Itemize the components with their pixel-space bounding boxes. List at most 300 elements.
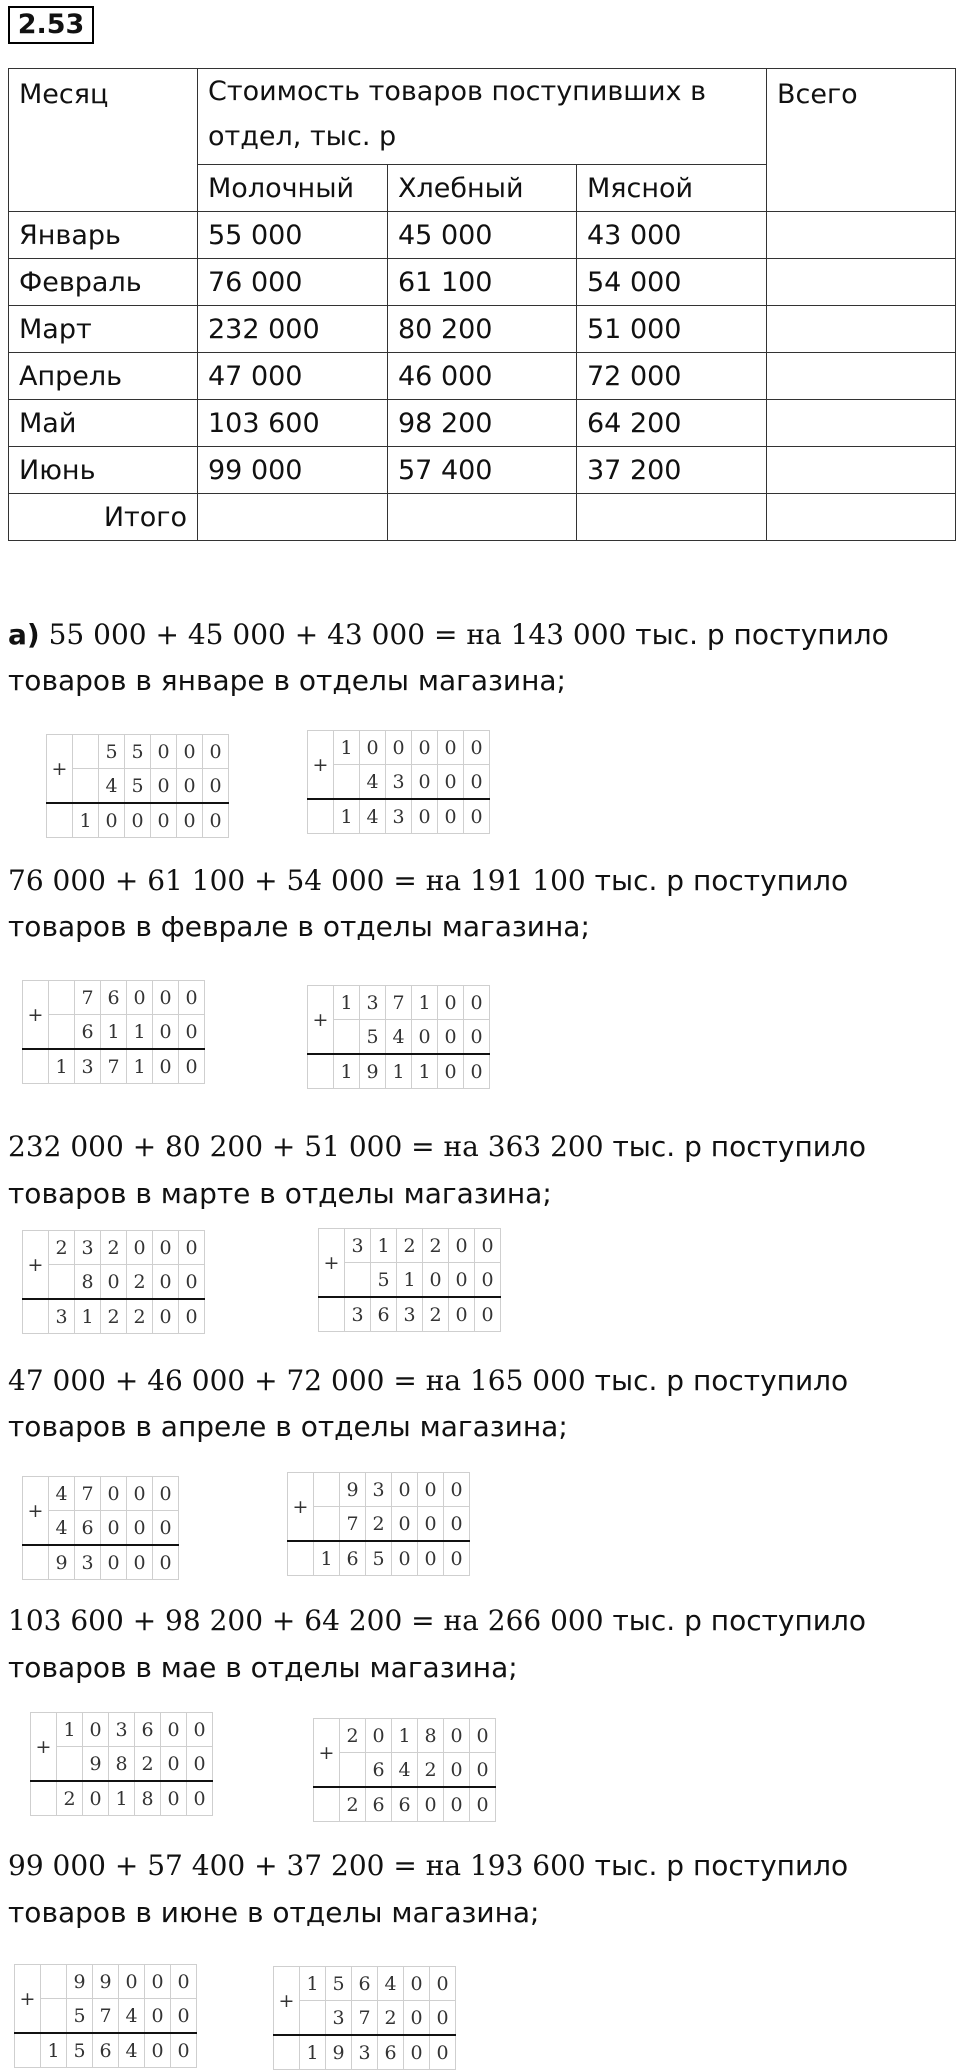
meat-cell: 64 200	[577, 400, 767, 447]
digit-cell: 0	[153, 1049, 179, 1084]
digit-cell: 0	[423, 1263, 449, 1298]
digit-cell: 6	[352, 1967, 378, 2001]
digit-cell: 1	[300, 1967, 326, 2001]
digit-cell: 0	[127, 1477, 153, 1511]
digit-cell: 0	[418, 1541, 444, 1576]
sign-cell	[314, 1787, 340, 1822]
digit-cell	[57, 1747, 83, 1782]
digit-cell: 0	[127, 981, 153, 1015]
equation-line	[8, 858, 848, 904]
equation-tail: тыс. р поступило	[594, 1364, 849, 1397]
digit-cell: 9	[340, 1473, 366, 1507]
sign-cell	[23, 1545, 49, 1580]
digit-cell: 0	[464, 986, 490, 1020]
subheader-dairy: Молочный	[198, 165, 388, 212]
subheader-meat: Мясной	[577, 165, 767, 212]
digit-cell: 7	[93, 1999, 119, 2034]
digit-cell: 0	[464, 1054, 490, 1089]
digit-cell: 3	[366, 1473, 392, 1507]
digit-cell	[334, 765, 360, 800]
equation-tail: тыс. р поступило	[594, 1849, 849, 1882]
digit-cell: 0	[153, 1231, 179, 1265]
digit-cell: 0	[392, 1507, 418, 1542]
goods-cost-table	[8, 68, 956, 541]
digit-cell: 0	[438, 765, 464, 800]
dairy-cell: 232 000	[198, 306, 388, 353]
table-row	[9, 306, 956, 353]
plus-sign: +	[319, 1229, 345, 1298]
digit-cell: 2	[127, 1265, 153, 1300]
dairy-total-cell	[198, 494, 388, 541]
sign-cell	[23, 1299, 49, 1334]
digit-cell: 0	[470, 1787, 496, 1822]
plus-sign: +	[23, 981, 49, 1050]
digit-cell: 0	[145, 1999, 171, 2034]
total-cell	[767, 306, 956, 353]
digit-cell: 1	[73, 803, 99, 838]
equation-caption: товаров в мае в отделы магазина;	[8, 1651, 518, 1684]
digit-cell: 0	[444, 1719, 470, 1753]
digit-cell: 9	[49, 1545, 75, 1580]
digit-cell: 0	[392, 1473, 418, 1507]
digit-cell: 0	[444, 1507, 470, 1542]
sign-cell	[23, 1049, 49, 1084]
digit-cell: 3	[360, 986, 386, 1020]
column-addition	[307, 730, 490, 834]
digit-cell	[314, 1507, 340, 1542]
digit-cell: 0	[418, 1787, 444, 1822]
digit-cell: 0	[171, 2033, 197, 2068]
column-addition	[22, 1476, 179, 1580]
equation-tail: тыс. р поступило	[612, 1604, 866, 1637]
digit-cell: 0	[412, 1020, 438, 1055]
digit-cell: 0	[153, 981, 179, 1015]
equation-expr: 47 000 + 46 000 + 72 000 = на 165 000	[8, 1364, 586, 1397]
digit-cell: 0	[475, 1263, 501, 1298]
digit-cell: 6	[366, 1787, 392, 1822]
bread-cell: 46 000	[388, 353, 577, 400]
digit-cell: 0	[404, 2035, 430, 2070]
digit-cell: 1	[57, 1713, 83, 1747]
digit-cell: 0	[438, 1054, 464, 1089]
month-cell: Май	[9, 400, 198, 447]
digit-cell: 0	[475, 1297, 501, 1332]
column-addition	[307, 985, 490, 1089]
digit-cell: 2	[340, 1719, 366, 1753]
digit-cell: 0	[203, 769, 229, 804]
digit-cell: 0	[438, 1020, 464, 1055]
digit-cell: 0	[438, 986, 464, 1020]
digit-cell: 0	[101, 1477, 127, 1511]
digit-cell: 3	[397, 1297, 423, 1332]
digit-cell	[314, 1473, 340, 1507]
equation-line	[8, 1358, 848, 1404]
digit-cell: 0	[464, 765, 490, 800]
digit-cell: 0	[470, 1719, 496, 1753]
sign-cell	[308, 1054, 334, 1089]
total-cell	[767, 212, 956, 259]
bread-cell: 98 200	[388, 400, 577, 447]
digit-cell: 6	[75, 1015, 101, 1050]
digit-cell: 0	[449, 1229, 475, 1263]
equation-line	[8, 1124, 866, 1170]
digit-cell: 1	[127, 1015, 153, 1050]
sign-cell	[288, 1541, 314, 1576]
equation-caption: товаров в январе в отделы магазина;	[8, 664, 566, 697]
digit-cell: 6	[371, 1297, 397, 1332]
digit-cell: 1	[334, 731, 360, 765]
digit-cell: 0	[179, 1299, 205, 1334]
digit-cell: 0	[151, 769, 177, 804]
digit-cell: 1	[127, 1049, 153, 1084]
meat-cell: 54 000	[577, 259, 767, 306]
digit-cell	[300, 2001, 326, 2036]
digit-cell: 1	[334, 799, 360, 834]
digit-cell: 0	[153, 1477, 179, 1511]
dairy-cell: 103 600	[198, 400, 388, 447]
digit-cell: 0	[119, 1965, 145, 1999]
column-addition	[14, 1964, 197, 2068]
dairy-cell: 99 000	[198, 447, 388, 494]
total-cell	[767, 259, 956, 306]
equation-caption: товаров в июне в отделы магазина;	[8, 1896, 540, 1929]
digit-cell: 3	[75, 1545, 101, 1580]
equation-expr: 103 600 + 98 200 + 64 200 = на 266 000	[8, 1604, 604, 1637]
digit-cell: 4	[392, 1753, 418, 1788]
digit-cell: 0	[161, 1781, 187, 1816]
equation-line	[8, 1843, 848, 1889]
digit-cell: 0	[418, 1473, 444, 1507]
digit-cell: 0	[179, 1015, 205, 1050]
digit-cell: 3	[75, 1231, 101, 1265]
digit-cell: 0	[153, 1299, 179, 1334]
equation-tail: тыс. р поступило	[635, 618, 889, 651]
column-addition	[313, 1718, 496, 1822]
plus-sign: +	[23, 1477, 49, 1546]
digit-cell: 5	[125, 735, 151, 769]
digit-cell: 0	[203, 735, 229, 769]
digit-cell: 0	[153, 1015, 179, 1050]
digit-cell: 0	[444, 1787, 470, 1822]
digit-cell: 0	[464, 731, 490, 765]
digit-cell	[334, 1020, 360, 1055]
equation-line	[8, 612, 889, 658]
digit-cell: 9	[67, 1965, 93, 1999]
month-cell: Апрель	[9, 353, 198, 400]
digit-cell: 2	[397, 1229, 423, 1263]
digit-cell: 0	[449, 1297, 475, 1332]
plus-sign: +	[308, 986, 334, 1055]
column-addition	[22, 980, 205, 1084]
bread-cell: 57 400	[388, 447, 577, 494]
digit-cell: 0	[187, 1713, 213, 1747]
digit-cell: 2	[378, 2001, 404, 2036]
digit-cell: 7	[340, 1507, 366, 1542]
plus-sign: +	[274, 1967, 300, 2036]
digit-cell: 2	[423, 1229, 449, 1263]
plus-sign: +	[308, 731, 334, 800]
sign-cell	[274, 2035, 300, 2070]
digit-cell: 2	[418, 1753, 444, 1788]
digit-cell: 0	[177, 769, 203, 804]
digit-cell: 0	[127, 1511, 153, 1546]
digit-cell: 2	[57, 1781, 83, 1816]
digit-cell: 7	[352, 2001, 378, 2036]
digit-cell: 0	[187, 1747, 213, 1782]
sign-cell	[31, 1781, 57, 1816]
digit-cell: 0	[145, 1965, 171, 1999]
digit-cell: 0	[101, 1265, 127, 1300]
digit-cell: 0	[430, 2035, 456, 2070]
digit-cell: 3	[386, 799, 412, 834]
digit-cell: 0	[161, 1713, 187, 1747]
digit-cell: 6	[101, 981, 127, 1015]
digit-cell: 4	[119, 1999, 145, 2034]
digit-cell: 0	[360, 731, 386, 765]
dairy-cell: 76 000	[198, 259, 388, 306]
equation-caption: товаров в марте в отделы магазина;	[8, 1177, 552, 1210]
digit-cell: 0	[179, 1231, 205, 1265]
digit-cell: 4	[360, 765, 386, 800]
digit-cell: 5	[366, 1541, 392, 1576]
meat-cell: 37 200	[577, 447, 767, 494]
digit-cell: 0	[177, 803, 203, 838]
sign-cell	[319, 1297, 345, 1332]
digit-cell: 0	[179, 1049, 205, 1084]
digit-cell: 0	[449, 1263, 475, 1298]
digit-cell: 8	[109, 1747, 135, 1782]
dairy-cell: 55 000	[198, 212, 388, 259]
month-cell: Март	[9, 306, 198, 353]
digit-cell: 6	[75, 1511, 101, 1546]
table-row	[9, 353, 956, 400]
digit-cell: 8	[75, 1265, 101, 1300]
digit-cell: 6	[135, 1713, 161, 1747]
digit-cell: 3	[345, 1297, 371, 1332]
digit-cell: 1	[314, 1541, 340, 1576]
digit-cell: 1	[300, 2035, 326, 2070]
dairy-cell: 47 000	[198, 353, 388, 400]
digit-cell: 4	[386, 1020, 412, 1055]
total-row-label: Итого	[9, 494, 198, 541]
digit-cell: 0	[386, 731, 412, 765]
equation-expr: 99 000 + 57 400 + 37 200 = на 193 600	[8, 1849, 586, 1882]
digit-cell: 4	[119, 2033, 145, 2068]
digit-cell: 3	[386, 765, 412, 800]
digit-cell: 0	[153, 1511, 179, 1546]
table-row	[9, 259, 956, 306]
digit-cell: 2	[49, 1231, 75, 1265]
digit-cell: 0	[444, 1541, 470, 1576]
digit-cell	[41, 1999, 67, 2034]
digit-cell: 6	[392, 1787, 418, 1822]
equation-caption: товаров в апреле в отделы магазина;	[8, 1410, 568, 1443]
digit-cell: 0	[470, 1753, 496, 1788]
digit-cell: 1	[386, 1054, 412, 1089]
digit-cell: 0	[438, 731, 464, 765]
bread-cell: 80 200	[388, 306, 577, 353]
table-row	[9, 447, 956, 494]
digit-cell	[41, 1965, 67, 1999]
part-label: а)	[8, 618, 40, 651]
equation-caption: товаров в феврале в отделы магазина;	[8, 910, 590, 943]
digit-cell: 0	[151, 803, 177, 838]
header-month: Месяц	[9, 69, 198, 212]
sign-cell	[47, 803, 73, 838]
digit-cell: 1	[75, 1299, 101, 1334]
digit-cell	[340, 1753, 366, 1788]
digit-cell: 0	[153, 1265, 179, 1300]
digit-cell: 2	[340, 1787, 366, 1822]
digit-cell: 5	[326, 1967, 352, 2001]
digit-cell: 6	[340, 1541, 366, 1576]
column-addition	[318, 1228, 501, 1332]
meat-total-cell	[577, 494, 767, 541]
grand-total-cell	[767, 494, 956, 541]
digit-cell: 0	[412, 799, 438, 834]
plus-sign: +	[31, 1713, 57, 1782]
month-cell: Июнь	[9, 447, 198, 494]
digit-cell	[73, 735, 99, 769]
digit-cell: 1	[412, 986, 438, 1020]
digit-cell: 2	[127, 1299, 153, 1334]
equation-line	[8, 1598, 866, 1644]
digit-cell: 0	[99, 803, 125, 838]
digit-cell: 7	[101, 1049, 127, 1084]
digit-cell: 1	[109, 1781, 135, 1816]
sign-cell	[308, 799, 334, 834]
digit-cell: 0	[438, 799, 464, 834]
digit-cell: 6	[378, 2035, 404, 2070]
digit-cell: 5	[99, 735, 125, 769]
plus-sign: +	[314, 1719, 340, 1788]
digit-cell: 5	[360, 1020, 386, 1055]
digit-cell: 7	[75, 981, 101, 1015]
digit-cell: 0	[464, 1020, 490, 1055]
digit-cell: 0	[83, 1713, 109, 1747]
digit-cell	[345, 1263, 371, 1298]
digit-cell: 2	[423, 1297, 449, 1332]
digit-cell: 6	[93, 2033, 119, 2068]
digit-cell: 5	[371, 1263, 397, 1298]
equation-expr: 76 000 + 61 100 + 54 000 = на 191 100	[8, 864, 586, 897]
digit-cell: 9	[326, 2035, 352, 2070]
bread-cell: 61 100	[388, 259, 577, 306]
column-addition	[46, 734, 229, 838]
month-cell: Январь	[9, 212, 198, 259]
digit-cell: 3	[326, 2001, 352, 2036]
column-addition	[287, 1472, 470, 1576]
header-total: Всего	[767, 69, 956, 212]
digit-cell: 1	[101, 1015, 127, 1050]
digit-cell: 5	[125, 769, 151, 804]
digit-cell: 2	[366, 1507, 392, 1542]
digit-cell: 0	[171, 1965, 197, 1999]
digit-cell: 0	[127, 1545, 153, 1580]
total-cell	[767, 400, 956, 447]
digit-cell: 1	[412, 1054, 438, 1089]
digit-cell: 0	[151, 735, 177, 769]
task-number: 2.53	[8, 6, 94, 44]
digit-cell: 9	[360, 1054, 386, 1089]
digit-cell: 0	[125, 803, 151, 838]
digit-cell: 0	[404, 2001, 430, 2036]
subheader-bread: Хлебный	[388, 165, 577, 212]
digit-cell: 0	[412, 765, 438, 800]
digit-cell: 0	[430, 2001, 456, 2036]
digit-cell: 8	[135, 1781, 161, 1816]
table-row	[9, 400, 956, 447]
digit-cell: 3	[109, 1713, 135, 1747]
digit-cell: 0	[366, 1719, 392, 1753]
digit-cell: 0	[153, 1545, 179, 1580]
digit-cell: 2	[101, 1231, 127, 1265]
digit-cell: 0	[101, 1511, 127, 1546]
digit-cell: 7	[75, 1477, 101, 1511]
digit-cell: 0	[475, 1229, 501, 1263]
digit-cell: 1	[334, 1054, 360, 1089]
plus-sign: +	[23, 1231, 49, 1300]
table-row-total	[9, 494, 956, 541]
digit-cell: 0	[392, 1541, 418, 1576]
bread-total-cell	[388, 494, 577, 541]
digit-cell: 0	[177, 735, 203, 769]
digit-cell: 2	[135, 1747, 161, 1782]
plus-sign: +	[15, 1965, 41, 2034]
digit-cell: 0	[187, 1781, 213, 1816]
digit-cell: 1	[397, 1263, 423, 1298]
digit-cell: 3	[345, 1229, 371, 1263]
column-addition	[22, 1230, 205, 1334]
digit-cell: 5	[67, 1999, 93, 2034]
digit-cell: 1	[392, 1719, 418, 1753]
digit-cell: 0	[145, 2033, 171, 2068]
month-cell: Февраль	[9, 259, 198, 306]
digit-cell: 0	[101, 1545, 127, 1580]
digit-cell: 0	[171, 1999, 197, 2034]
digit-cell: 4	[360, 799, 386, 834]
column-addition	[273, 1966, 456, 2070]
digit-cell: 4	[49, 1511, 75, 1546]
equation-expr: 232 000 + 80 200 + 51 000 = на 363 200	[8, 1130, 604, 1163]
plus-sign: +	[47, 735, 73, 804]
digit-cell	[73, 769, 99, 804]
digit-cell: 4	[99, 769, 125, 804]
digit-cell: 0	[430, 1967, 456, 2001]
meat-cell: 72 000	[577, 353, 767, 400]
digit-cell: 0	[464, 799, 490, 834]
digit-cell: 0	[418, 1507, 444, 1542]
digit-cell: 0	[179, 1265, 205, 1300]
sign-cell	[15, 2033, 41, 2068]
digit-cell	[49, 1015, 75, 1050]
digit-cell: 1	[49, 1049, 75, 1084]
digit-cell: 9	[83, 1747, 109, 1782]
header-cost: Стоимость товаров поступивших в отдел, тыс. р	[198, 69, 767, 165]
digit-cell: 1	[334, 986, 360, 1020]
digit-cell: 0	[127, 1231, 153, 1265]
digit-cell	[49, 1265, 75, 1300]
digit-cell: 0	[404, 1967, 430, 2001]
digit-cell: 6	[366, 1753, 392, 1788]
digit-cell: 4	[378, 1967, 404, 2001]
equation-tail: тыс. р поступило	[594, 864, 849, 897]
digit-cell: 3	[352, 2035, 378, 2070]
equation-expr: 55 000 + 45 000 + 43 000 = на 143 000	[48, 618, 627, 651]
digit-cell: 1	[371, 1229, 397, 1263]
digit-cell: 7	[386, 986, 412, 1020]
meat-cell: 51 000	[577, 306, 767, 353]
